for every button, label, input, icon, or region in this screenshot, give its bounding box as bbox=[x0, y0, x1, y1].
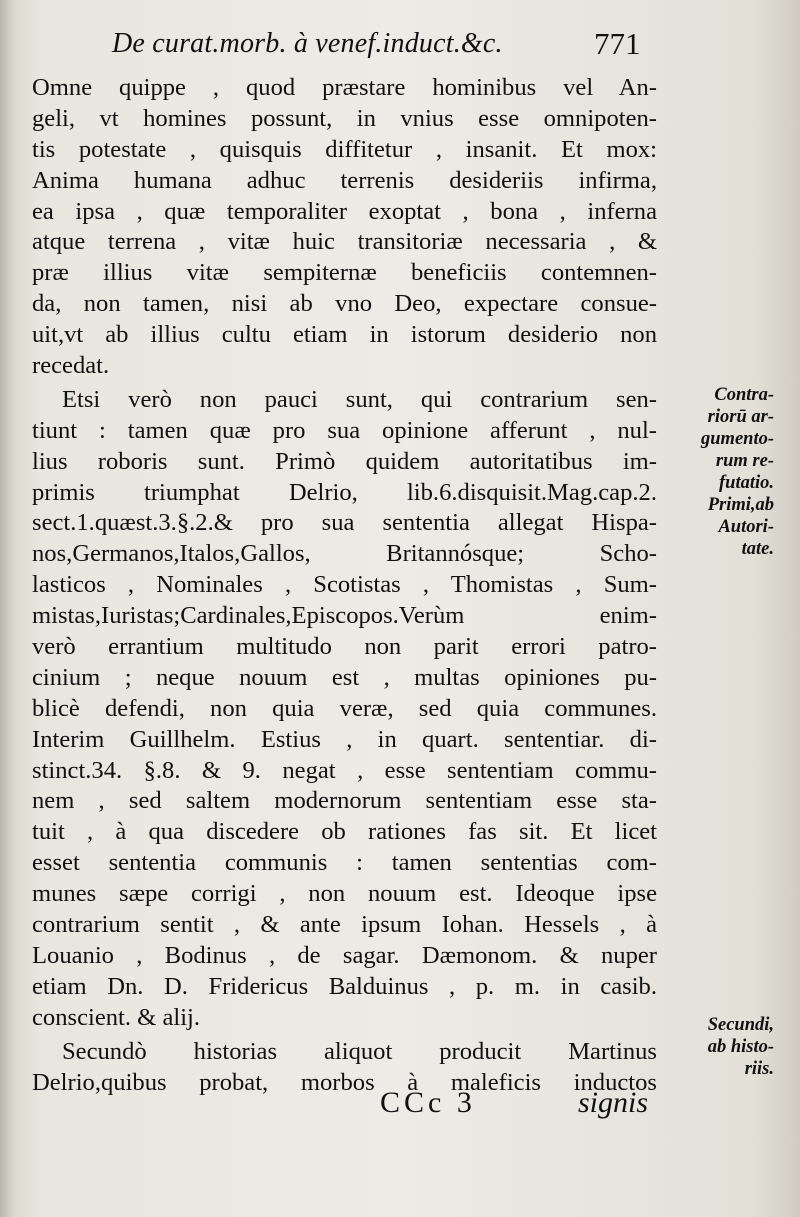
text-line: Louanio , Bodinus , de sagar. Dæmonom. & nuper bbox=[32, 941, 657, 969]
text-line: Delrio,quibus probat, morbos à maleficis inductos bbox=[32, 1068, 657, 1096]
text-line: sect.1.quæst.3.§.2.& pro sua sententia allegat Hispa- bbox=[32, 509, 657, 537]
text-line: Secundò historias aliquot producit Martinus bbox=[62, 1037, 657, 1065]
margin-note-line: riorū ar- bbox=[707, 407, 774, 427]
text-line: tis potestate , quisquis diffitetur , insanit. Et mox: bbox=[32, 135, 657, 163]
text-line: nem , sed saltem modernorum sententiam esse sta- bbox=[32, 787, 657, 815]
text-line: munes sæpe corrigi , non nouum est. Ideoque ipse bbox=[32, 880, 657, 908]
text-line: Etsi verò non pauci sunt, qui contrarium sen- bbox=[62, 385, 657, 413]
text-line: conscient. & alij. bbox=[32, 1003, 201, 1031]
text-line: Interim Guillhelm. Estius , in quart. sententiar. di- bbox=[32, 725, 657, 753]
text-line: tiunt : tamen quæ pro sua opinione afferunt , nul- bbox=[32, 416, 657, 444]
text-line: mistas,Iuristas;Cardinales,Episcopos.Verùm enim- bbox=[32, 602, 657, 630]
text-line: ea ipsa , quæ temporaliter exoptat , bona , inferna bbox=[32, 197, 657, 225]
text-line: stinct.34. §.8. & 9. negat , esse sententiam commu- bbox=[32, 756, 657, 784]
text-line: cinium ; neque nouum est , multas opiniones pu- bbox=[32, 663, 657, 691]
paragraph-1 bbox=[32, 73, 657, 382]
text-line: Omne quippe , quod præstare hominibus vel An- bbox=[32, 74, 657, 101]
catchword: signis bbox=[578, 1086, 649, 1119]
text-line: esset sententia communis : tamen sententias com- bbox=[32, 849, 657, 877]
text-line: lasticos , Nominales , Scotistas , Thomistas , Sum- bbox=[32, 571, 657, 599]
running-title: De curat.morb. à venef.induct.&c. bbox=[112, 28, 503, 59]
margin-note-line: riis. bbox=[744, 1059, 774, 1079]
margin-note-histories bbox=[664, 1014, 774, 1080]
margin-note-line: futatio. bbox=[719, 473, 774, 493]
margin-note-line: rum re- bbox=[715, 451, 774, 471]
text-line: geli, vt homines possunt, in vnius esse omnipoten- bbox=[32, 104, 657, 132]
signature-mark: CCc 3 bbox=[380, 1086, 476, 1119]
text-line: tuit , à qua discedere ob rationes fas sit. Et licet bbox=[32, 818, 657, 846]
margin-note-line: Primi,ab bbox=[707, 495, 774, 515]
main-text bbox=[32, 73, 657, 1098]
page-footer bbox=[0, 1086, 800, 1126]
text-line: primis triumphat Delrio, lib.6.disquisit.Mag.cap.2. bbox=[32, 478, 657, 506]
text-line: nos,Germanos,Italos,Gallos, Britannósque; Scho- bbox=[32, 540, 657, 568]
margin-note-line: Autori- bbox=[718, 517, 774, 537]
text-line: atque terrena , vitæ huic transitoriæ necessaria , & bbox=[32, 228, 657, 256]
text-line: lius roboris sunt. Primò quidem autoritatibus im- bbox=[32, 447, 657, 475]
text-line: blicè defendi, non quia veræ, sed quia communes. bbox=[32, 694, 657, 722]
margin-note-line: Contra- bbox=[714, 385, 774, 405]
margin-note-refutation bbox=[664, 384, 774, 560]
margin-note-line: tate. bbox=[741, 539, 774, 559]
text-line: contrarium sentit , & ante ipsum Iohan. Hessels , à bbox=[32, 911, 657, 939]
text-line: uit,vt ab illius cultu etiam in istorum desiderio non bbox=[32, 321, 657, 349]
text-line: recedat. bbox=[32, 352, 110, 380]
text-line: præ illius vitæ sempiternæ beneficiis contemnen- bbox=[32, 259, 657, 287]
text-line: verò errantium multitudo non parit errori patro- bbox=[32, 633, 657, 661]
margin-note-line: Secundi, bbox=[707, 1015, 774, 1035]
margin-note-line: ab histo- bbox=[707, 1037, 774, 1057]
text-line: Anima humana adhuc terrenis desideriis infirma, bbox=[32, 166, 657, 194]
text-line: etiam Dn. D. Fridericus Balduinus , p. m. in casib. bbox=[32, 972, 657, 1000]
paragraph-2 bbox=[32, 385, 657, 1034]
text-line: da, non tamen, nisi ab vno Deo, expectare consue- bbox=[32, 290, 657, 318]
page-number: 771 bbox=[594, 26, 641, 61]
margin-note-line: gumento- bbox=[701, 429, 774, 449]
